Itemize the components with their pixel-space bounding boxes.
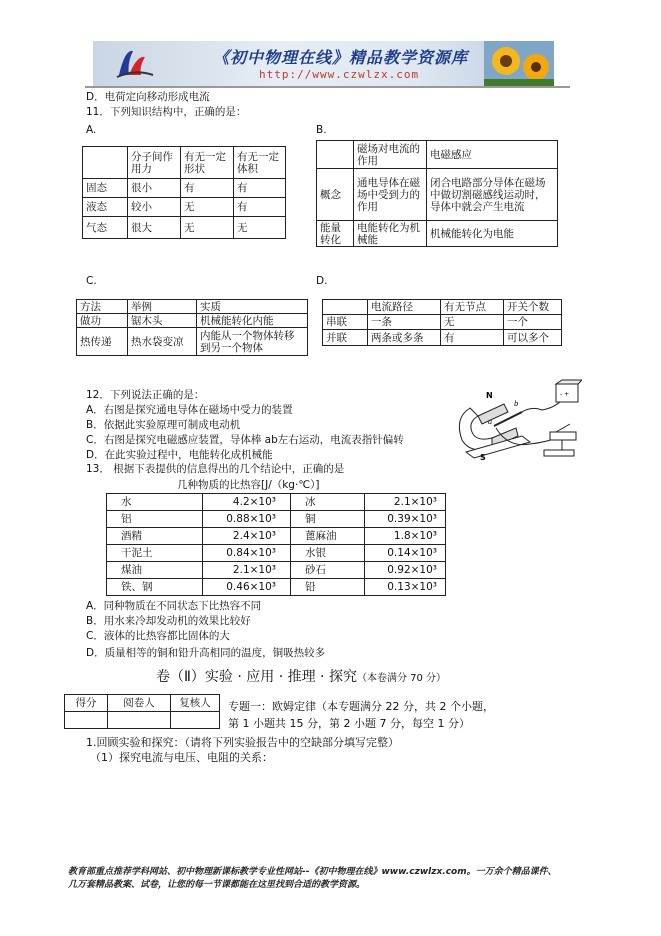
q12-option-a: A．右图是探究通电导体在磁场中受力的装置: [86, 404, 293, 416]
site-title: 《初中物理在线》精品教学资源库: [213, 48, 469, 67]
table-cell: 液态: [83, 198, 128, 217]
q13-specific-heat-table: [106, 493, 446, 596]
q13-option-c: C．液体的比热容都比固体的大: [86, 630, 230, 642]
magnet-north-label: N: [486, 391, 493, 400]
table-cell: 0.88×10³: [203, 511, 291, 528]
part2-q1-sub: （1）探究电流与电压、电阻的关系：: [90, 751, 273, 764]
q13-option-d: D．质量相等的铜和铅升高相同的温度，铜吸热较多: [86, 647, 326, 659]
table-cell: 机械能转化为电能: [427, 221, 558, 247]
table-cell: 酒精: [107, 528, 203, 545]
table-cell: 概念: [317, 169, 354, 221]
q11-table-d: [322, 299, 562, 346]
table-cell: 0.92×10³: [365, 562, 446, 579]
footer-line-1: 教育部重点推荐学科网站、初中物理新课标教学专业性网站--《初中物理在线》www.czwlzx.com。一万余个精品课件、: [68, 867, 557, 877]
part2-subtitle: （本卷满分 70 分）: [356, 673, 447, 684]
table-cell: 无: [441, 315, 504, 330]
table-cell: 0.13×10³: [365, 579, 446, 596]
table-cell: 冰: [291, 494, 365, 511]
table-cell: 机械能转化内能: [197, 314, 308, 328]
table-cell: 热传递: [77, 328, 128, 356]
table-cell: 方法: [77, 300, 128, 314]
part2-heading: [156, 668, 446, 688]
table-cell: 一个: [504, 315, 562, 330]
site-url: http://www.czwlzx.com: [259, 68, 420, 81]
topic-line-2: 第 1 小题共 15 分，第 2 小题 7 分，每空 1 分）: [228, 717, 470, 730]
q11-table-c: [76, 299, 308, 356]
q11-label-a: A.: [86, 124, 97, 136]
table-cell: 0.39×10³: [365, 511, 446, 528]
table-cell: 得分: [65, 695, 108, 712]
table-cell: 做功: [77, 314, 128, 328]
table-cell: 砂石: [291, 562, 365, 579]
q13-stem: 13． 根据下表提供的信息得出的几个结论中，正确的是: [86, 463, 345, 475]
table-cell: 2.4×10³: [203, 528, 291, 545]
table-cell: [323, 300, 368, 315]
q11-label-d: D.: [316, 275, 328, 287]
table-cell: 蓖麻油: [291, 528, 365, 545]
table-cell: 1.8×10³: [365, 528, 446, 545]
table-cell: 分子间作用力: [128, 147, 181, 179]
table-cell: 较小: [128, 198, 181, 217]
table-cell: 有无节点: [441, 300, 504, 315]
site-logo-icon: [115, 45, 155, 81]
q12-option-d: D．在此实验过程中，电能转化成机械能: [86, 449, 273, 461]
svg-text:- +: - +: [560, 391, 570, 398]
table-cell: 固态: [83, 179, 128, 198]
table-cell: 0.46×10³: [203, 579, 291, 596]
table-cell: [83, 147, 128, 179]
table-cell: 可以多个: [504, 330, 562, 346]
q11-stem: 11．下列知识结构中，正确的是：: [86, 106, 247, 118]
table-cell: [317, 141, 354, 169]
part2-title: 卷（Ⅱ）实验 · 应用 · 推理 · 探究: [156, 669, 357, 685]
score-table: [64, 694, 220, 729]
table-cell: 2.1×10³: [365, 494, 446, 511]
q11-table-b: [316, 140, 558, 247]
table-cell: 磁场对电流的作用: [354, 141, 427, 169]
table-cell: 开关个数: [504, 300, 562, 315]
table-cell: 很大: [128, 217, 181, 239]
table-cell: 0.14×10³: [365, 545, 446, 562]
footer-line-2: 几万套精品教案、试卷，让您的每一节课都能在这里找到合适的教学资源。: [68, 880, 366, 890]
table-cell: 铁、钢: [107, 579, 203, 596]
part2-q1: 1.回顾实验和探究：（请将下列实验报告中的空缺部分填写完整）: [86, 736, 399, 749]
table-cell: 热水袋变凉: [128, 328, 197, 356]
table-cell: 并联: [323, 330, 368, 346]
table-cell: 阅卷人: [108, 695, 171, 712]
rod-end-a-label: a: [488, 418, 493, 426]
q13-table-title: 几种物质的比热容[J/（kg·℃）]: [177, 479, 320, 491]
table-cell: 有无一定体积: [234, 147, 286, 179]
table-cell: 有: [441, 330, 504, 346]
table-cell: 气态: [83, 217, 128, 239]
table-cell: 电磁感应: [427, 141, 558, 169]
table-cell: 铜: [291, 511, 365, 528]
table-cell: [65, 712, 108, 729]
table-cell: 串联: [323, 315, 368, 330]
q11-label-b: B.: [316, 124, 327, 136]
q12-option-c: C．右图是探究电磁感应装置，导体棒 ab左右运动，电流表指针偏转: [86, 434, 404, 446]
table-cell: 铅: [291, 579, 365, 596]
rod-end-b-label: b: [514, 400, 519, 408]
table-cell: 4.2×10³: [203, 494, 291, 511]
table-cell: 煤油: [107, 562, 203, 579]
table-cell: 铝: [107, 511, 203, 528]
q12-option-b: B．依据此实验原理可制成电动机: [86, 419, 241, 431]
table-cell: 内能从一个物体转移到另一个物体: [197, 328, 308, 356]
table-cell: 干泥土: [107, 545, 203, 562]
table-cell: [171, 712, 220, 729]
header-banner: [93, 41, 554, 86]
q13-option-b: B．用水来冷却发动机的效果比较好: [86, 615, 251, 627]
magnet-south-label: S: [480, 453, 486, 462]
table-cell: 水银: [291, 545, 365, 562]
table-cell: 水: [107, 494, 203, 511]
q13-option-a: A．同种物质在不同状态下比热容不同: [86, 600, 262, 612]
table-cell: 两条或多条: [368, 330, 441, 346]
table-cell: 电流路径: [368, 300, 441, 315]
table-cell: 有: [234, 179, 286, 198]
table-cell: 锯木头: [128, 314, 197, 328]
q11-table-a: [82, 146, 286, 239]
sunflower-icon: [484, 41, 554, 86]
q10-option-d: D．电荷定向移动形成电流: [86, 91, 210, 103]
table-cell: 无: [181, 217, 234, 239]
table-cell: 举例: [128, 300, 197, 314]
table-cell: 有无一定形状: [181, 147, 234, 179]
electromagnetic-apparatus-figure: [452, 378, 582, 466]
topic-line-1: 专题一：欧姆定律（本专题满分 22 分，共 2 个小题，: [228, 700, 494, 713]
q11-label-c: C.: [86, 275, 97, 287]
table-cell: 有: [181, 179, 234, 198]
table-cell: 闭合电路部分导体在磁场中做切割磁感线运动时，导体中就会产生电流: [427, 169, 558, 221]
table-cell: 通电导体在磁场中受到力的作用: [354, 169, 427, 221]
table-cell: 一条: [368, 315, 441, 330]
table-cell: 实质: [197, 300, 308, 314]
table-cell: 能量转化: [317, 221, 354, 247]
table-cell: 无: [181, 198, 234, 217]
table-cell: 2.1×10³: [203, 562, 291, 579]
table-cell: 有: [234, 198, 286, 217]
table-cell: 复核人: [171, 695, 220, 712]
footer: [68, 866, 593, 892]
table-cell: 无: [234, 217, 286, 239]
q12-stem: 12．下列说法正确的是：: [86, 389, 205, 401]
table-cell: 电能转化为机械能: [354, 221, 427, 247]
header-rule: [0, 86, 661, 88]
table-cell: 0.84×10³: [203, 545, 291, 562]
table-cell: 很小: [128, 179, 181, 198]
table-cell: [108, 712, 171, 729]
